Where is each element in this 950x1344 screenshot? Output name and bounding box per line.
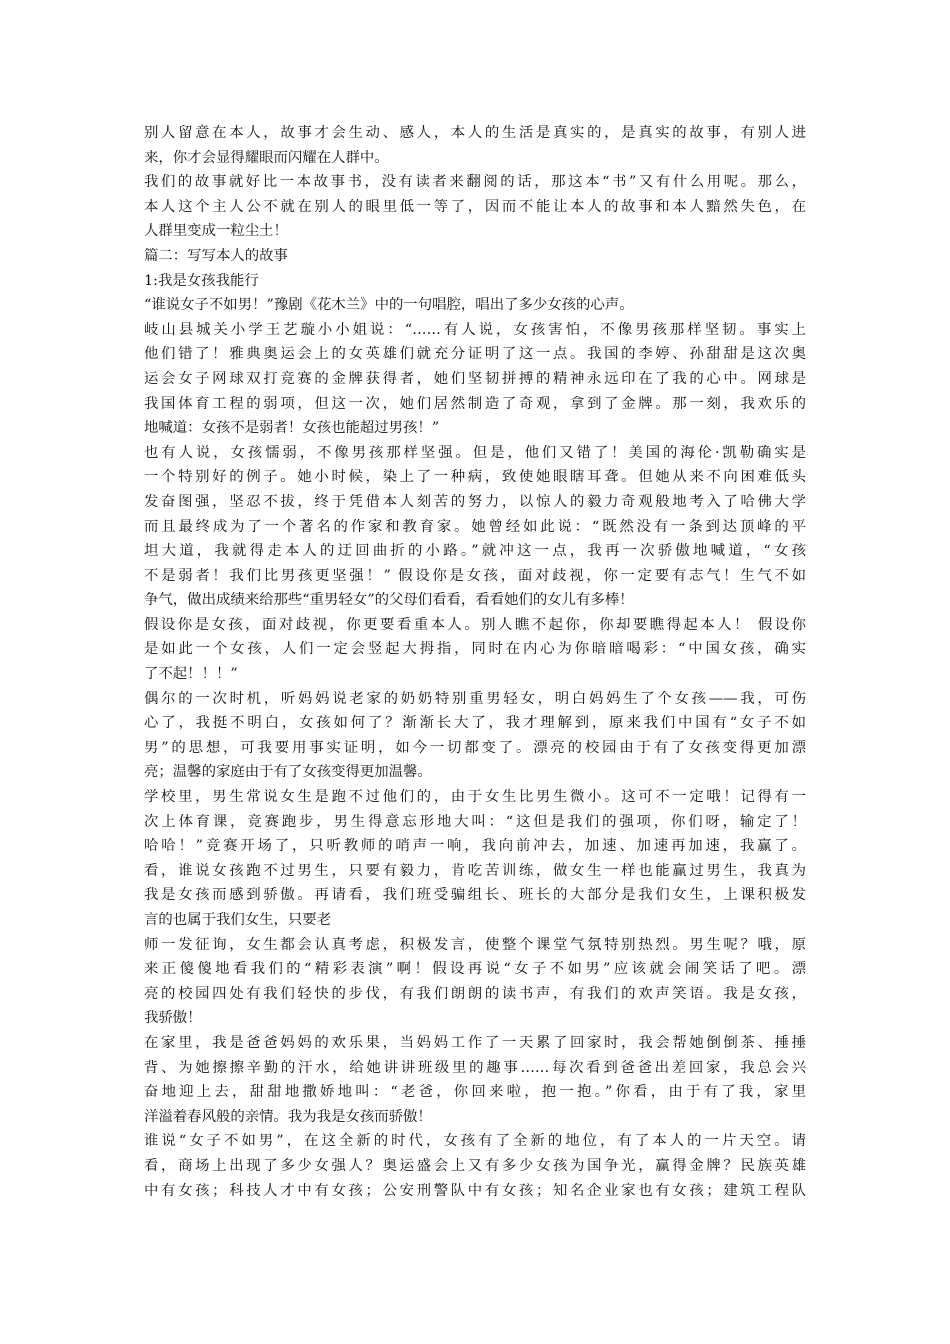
text-line: 男”的思想，可我要用事实证明，如今一切都变了。漂亮的校园由于有了女孩变得更加漂 bbox=[144, 739, 806, 756]
document-body bbox=[144, 121, 806, 1203]
text-line: 本人这个主人公不就在别人的眼里低一等了，因而不能让本人的故事和本人黯然失色，在 bbox=[144, 198, 806, 215]
text-line: 洋溢着春风般的亲情。我为我是女孩而骄傲！ bbox=[144, 1108, 432, 1125]
text-line: 我们的故事就好比一本故事书，没有读者来翻阅的话，那这本“书”又有什么用呢。那么， bbox=[144, 174, 806, 191]
text-line: “谁说女子不如男！”豫剧《花木兰》中的一句唱腔，唱出了多少女孩的心声。 bbox=[144, 297, 634, 314]
text-line: 发奋图强，坚忍不拔，终于凭借本人刻苦的努力，以惊人的毅力奇观般地考入了哈佛大学 bbox=[144, 493, 806, 510]
text-line: 中有女孩；科技人才中有女孩；公安刑警队中有女孩；知名企业家也有女孩；建筑工程队 bbox=[144, 1182, 806, 1199]
text-line: 亮；温馨的家庭由于有了女孩变得更加温馨。 bbox=[144, 764, 432, 781]
text-line: 来，你才会显得耀眼而闪耀在人群中。 bbox=[144, 149, 389, 166]
text-line: 争气，做出成绩来给那些“重男轻女”的父母们看看，看看她们的女儿有多棒！ bbox=[144, 592, 634, 609]
text-line: 人群里变成一粒尘土！ bbox=[144, 223, 288, 240]
text-line: 了不起！！！” bbox=[144, 666, 238, 683]
text-line: 亮的校园四处有我们轻快的步伐，有我们朗朗的读书声，有我们的欢声笑语。我是女孩， bbox=[144, 985, 806, 1002]
text-line: 哈哈！”竞赛开场了，只听教师的哨声一响，我向前冲去，加速、加速再加速，我赢了。 bbox=[144, 838, 806, 855]
text-line: 不是弱者！我们比男孩更坚强！” 假设你是女孩，面对歧视，你一定要有志气！生气不如 bbox=[144, 567, 806, 584]
text-line: 看，谁说女孩跑不过男生，只要有毅力，肯吃苦训练，做女生一样也能赢过男生，我真为 bbox=[144, 862, 806, 879]
text-line: 奋地迎上去，甜甜地撒娇地叫：“老爸，你回来啦，抱一抱。”你看，由于有了我，家里 bbox=[144, 1084, 806, 1101]
text-line: 也有人说，女孩懦弱，不像男孩那样坚强。但是，他们又错了！美国的海伦·凯勒确实是 bbox=[144, 444, 806, 461]
text-line: 心了，我挺不明白，女孩如何了？渐渐长大了，我才理解到，原来我们中国有“女子不如 bbox=[144, 715, 806, 732]
text-line: 看，商场上出现了多少女强人？奥运盛会上又有多少女孩为国争光，赢得金牌？民族英雄 bbox=[144, 1157, 806, 1174]
text-line: 坦大道，我就得走本人的迂回曲折的小路。”就冲这一点，我再一次骄傲地喊道，“女孩 bbox=[144, 543, 806, 560]
text-line: 言的也属于我们女生，只要老 bbox=[144, 912, 332, 928]
text-line: 1:我是女孩我能行 bbox=[144, 272, 259, 289]
text-line: 谁说“女子不如男”，在这全新的时代，女孩有了全新的地位，有了本人的一片天空。请 bbox=[144, 1133, 806, 1150]
text-line: 偶尔的一次时机，听妈妈说老家的奶奶特别重男轻女，明白妈妈生了个女孩——我，可伤 bbox=[144, 690, 806, 707]
text-line: 在家里，我是爸爸妈妈的欢乐果，当妈妈工作了一天累了回家时，我会帮她倒倒茶、捶捶 bbox=[144, 1034, 806, 1051]
text-line: 他们错了！雅典奥运会上的女英雄们就充分证明了这一点。我国的李婷、孙甜甜是这次奥 bbox=[144, 346, 806, 363]
text-line: 而且最终成为了一个著名的作家和教育家。她曾经如此说：“既然没有一条到达顶峰的平 bbox=[144, 518, 806, 535]
text-line: 我国体育工程的弱项，但这一次，她们居然制造了奇观，拿到了金牌。那一刻，我欢乐的 bbox=[144, 395, 806, 412]
text-line: 师一发征询，女生都会认真考虑，积极发言，使整个课堂气氛特别热烈。男生呢？哦，原 bbox=[144, 936, 806, 953]
text-line: 是如此一个女孩，人们一定会竖起大拇指，同时在内心为你暗暗喝彩：“中国女孩，确实 bbox=[144, 641, 806, 658]
text-line: 运会女子网球双打竞赛的金牌获得者，她们坚韧拼搏的精神永远印在了我的心中。网球是 bbox=[144, 370, 806, 387]
text-line: 背、为她擦擦辛勤的汗水，给她讲讲班级里的趣事……每次看到爸爸出差回家，我总会兴 bbox=[144, 1059, 806, 1076]
text-line: 来正傻傻地看我们的“精彩表演”啊！假设再说“女子不如男”应该就会闹笑话了吧。漂 bbox=[144, 961, 806, 978]
text-line: 我是女孩而感到骄傲。再请看，我们班受骗组长、班长的大部分是我们女生，上课积极发 bbox=[144, 887, 806, 904]
text-line: 我骄傲！ bbox=[144, 1010, 202, 1027]
text-line: 学校里，男生常说女生是跑不过他们的，由于女生比男生微小。这可不一定哦！记得有一 bbox=[144, 789, 806, 806]
text-line: 一个特别好的例子。她小时候，染上了一种病，致使她眼瞎耳聋。但她从来不向困难低头 bbox=[144, 469, 806, 486]
text-line: 次上体育课，竞赛跑步，男生得意忘形地大叫：“这但是我们的强项，你们呀，输定了！ bbox=[144, 813, 806, 830]
text-line: 岐山县城关小学王艺璇小小姐说：“……有人说，女孩害怕，不像男孩那样坚韧。事实上 bbox=[144, 321, 806, 338]
text-line: 假设你是女孩，面对歧视，你更要看重本人。别人瞧不起你，你却要瞧得起本人！ 假设你 bbox=[144, 616, 806, 633]
text-line: 别人留意在本人，故事才会生动、感人，本人的生活是真实的，是真实的故事，有别人进 bbox=[144, 125, 806, 141]
text-line: 篇二：写写本人的故事 bbox=[144, 247, 288, 264]
text-line: 地喊道：女孩不是弱者！女孩也能超过男孩！” bbox=[144, 420, 440, 437]
